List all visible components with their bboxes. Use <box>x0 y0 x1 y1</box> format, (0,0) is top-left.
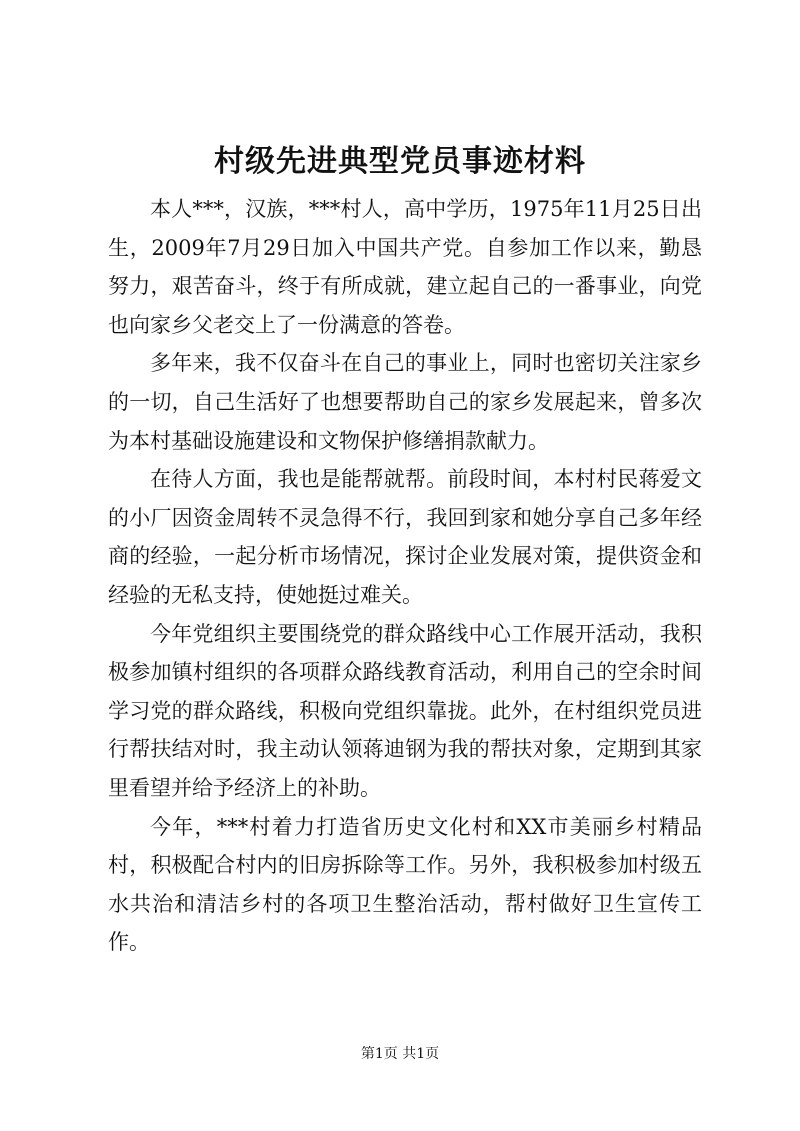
paragraph-5: 今年，***村着力打造省历史文化村和XX市美丽乡村精品村，积极配合村内的旧房拆除等工作。另外，我积极参加村级五水共治和清洁乡村的各项卫生整治活动，帮村做好卫生宣传工作。 <box>108 814 702 955</box>
paragraph-4: 今年党组织主要围绕党的群众路线中心工作展开活动，我积极参加镇村组织的各项群众路线教育活动，利用自己的空余时间学习党的群众路线，积极向党组织靠拢。此外，在村组织党员进行帮扶结对时，我主动认领蒋迪钢为我的帮扶对象，定期到其家里看望并给予经济上的补助。 <box>108 621 702 800</box>
paragraph-1: 本人***，汉族，***村人，高中学历，1975年11月25日出生，2009年7月29日加入中国共产党。自参加工作以来，勤恳努力，艰苦奋斗，终于有所成就，建立起自己的一番事业，向党也向家乡父老交上了一份满意的答卷。 <box>108 197 702 337</box>
document-title: 村级先进典型党员事迹材料 <box>214 144 586 179</box>
page-number-footer: 第1页 共1页 <box>360 1046 440 1062</box>
document-body <box>108 190 702 962</box>
paragraph-2: 多年来，我不仅奋斗在自己的事业上，同时也密切关注家乡的一切，自己生活好了也想要帮助自己的家乡发展起来，曾多次为本村基础设施建设和文物保护修缮捐款献力。 <box>108 351 702 453</box>
paragraph-3: 在待人方面，我也是能帮就帮。前段时间，本村村民蒋爱文的小厂因资金周转不灵急得不行，我回到家和她分享自己多年经商的经验，一起分析市场情况，探讨企业发展对策，提供资金和经验的无私支持，使她挺过难关。 <box>108 467 702 607</box>
